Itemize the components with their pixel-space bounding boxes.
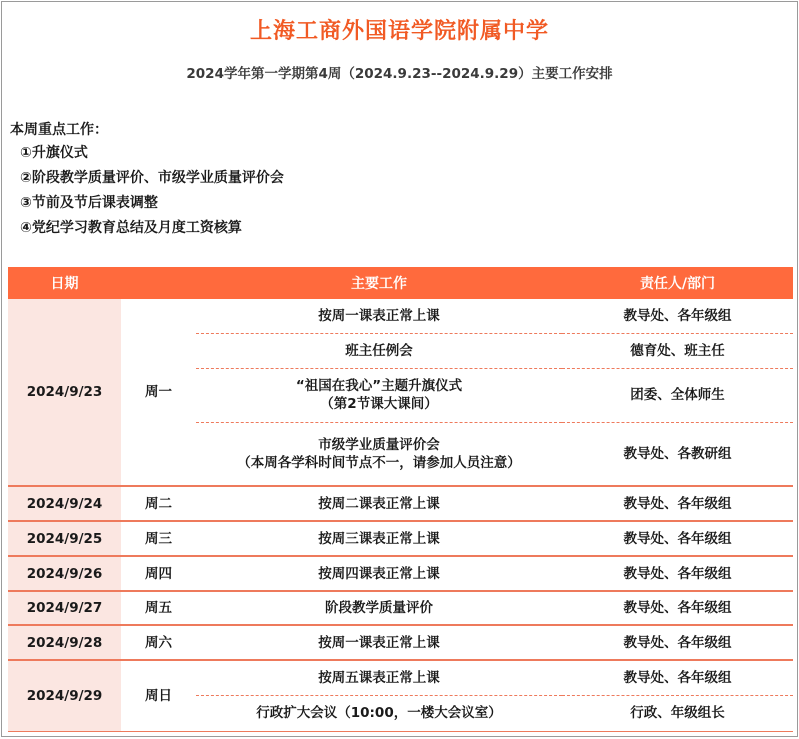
work-cell xyxy=(196,333,562,368)
focus-item: ②阶段教学质量评价、市级学业质量评价会 xyxy=(20,170,284,186)
table-row xyxy=(8,486,793,521)
weekly-focus-heading: 本周重点工作： xyxy=(10,122,108,138)
work-text: 行政扩大会议（10:00，一楼大会议室） xyxy=(256,705,502,721)
date-cell: 2024/9/23 xyxy=(8,299,121,486)
owner-cell: 教导处、各年级组 xyxy=(562,521,793,556)
date-cell: 2024/9/25 xyxy=(8,521,121,556)
work-text: “祖国在我心”主题升旗仪式 xyxy=(295,378,463,394)
table-header-row xyxy=(8,267,793,299)
work-text: 按周一课表正常上课 xyxy=(318,307,440,324)
work-text: 按周五课表正常上课 xyxy=(318,669,440,686)
table-row xyxy=(8,521,793,556)
work-cell xyxy=(196,556,562,591)
work-text: 按周三课表正常上课 xyxy=(318,530,440,547)
owner-cell: 团委、全体师生 xyxy=(562,368,793,422)
focus-item: ④党纪学习教育总结及月度工资核算 xyxy=(20,220,242,236)
header-date: 日期 xyxy=(8,267,121,299)
school-title: 上海工商外国语学院附属中学 xyxy=(249,19,549,44)
work-text: 班主任例会 xyxy=(345,342,413,359)
weekday-cell: 周五 xyxy=(121,591,196,625)
work-text: 市级学业质量评价会 xyxy=(318,436,440,453)
header-day xyxy=(121,267,196,299)
focus-item: ①升旗仪式 xyxy=(20,145,88,161)
work-text: 按周四课表正常上课 xyxy=(318,565,440,582)
owner-cell: 教导处、各年级组 xyxy=(562,556,793,591)
work-text: 阶段教学质量评价 xyxy=(325,600,433,616)
owner-cell: 教导处、各年级组 xyxy=(562,591,793,625)
date-cell: 2024/9/29 xyxy=(8,660,121,731)
work-text: 按周一课表正常上课 xyxy=(318,634,440,651)
date-cell: 2024/9/28 xyxy=(8,625,121,660)
date-cell: 2024/9/27 xyxy=(8,591,121,625)
weekday-cell: 周六 xyxy=(121,625,196,660)
work-cell xyxy=(196,591,562,625)
owner-cell: 教导处、各年级组 xyxy=(562,625,793,660)
work-text: 按周二课表正常上课 xyxy=(318,495,440,512)
table-row xyxy=(8,591,793,625)
table-row xyxy=(8,660,793,695)
owner-cell: 教导处、各教研组 xyxy=(562,422,793,486)
focus-item: ③节前及节后课表调整 xyxy=(20,195,158,211)
work-cell xyxy=(196,422,562,486)
weekday-cell: 周三 xyxy=(121,521,196,556)
date-cell: 2024/9/24 xyxy=(8,486,121,521)
weekly-focus-section xyxy=(10,119,284,241)
owner-cell: 教导处、各年级组 xyxy=(562,299,793,333)
table-row xyxy=(8,625,793,660)
work-cell xyxy=(196,521,562,556)
schedule-page xyxy=(1,1,798,737)
work-text: （第2节课大课间） xyxy=(320,396,438,412)
owner-cell: 德育处、班主任 xyxy=(562,333,793,368)
date-cell: 2024/9/26 xyxy=(8,556,121,591)
owner-cell: 教导处、各年级组 xyxy=(562,486,793,521)
work-text: （本周各学科时间节点不一，请参加人员注意） xyxy=(237,454,521,471)
weekday-cell: 周一 xyxy=(121,299,196,486)
work-cell xyxy=(196,695,562,731)
table-row xyxy=(8,556,793,591)
work-cell xyxy=(196,486,562,521)
header-owner: 责任人/部门 xyxy=(562,267,793,299)
weekday-cell: 周日 xyxy=(121,660,196,731)
schedule-subtitle: 2024学年第一学期第4周（2024.9.23--2024.9.29）主要工作安排 xyxy=(186,66,613,82)
header-work: 主要工作 xyxy=(196,267,562,299)
work-cell xyxy=(196,625,562,660)
table-row xyxy=(8,299,793,333)
work-cell xyxy=(196,660,562,695)
work-cell xyxy=(196,368,562,422)
owner-cell: 行政、年级组长 xyxy=(562,695,793,731)
owner-cell: 教导处、各年级组 xyxy=(562,660,793,695)
weekday-cell: 周四 xyxy=(121,556,196,591)
work-cell xyxy=(196,299,562,333)
schedule-table xyxy=(8,267,793,732)
weekday-cell: 周二 xyxy=(121,486,196,521)
